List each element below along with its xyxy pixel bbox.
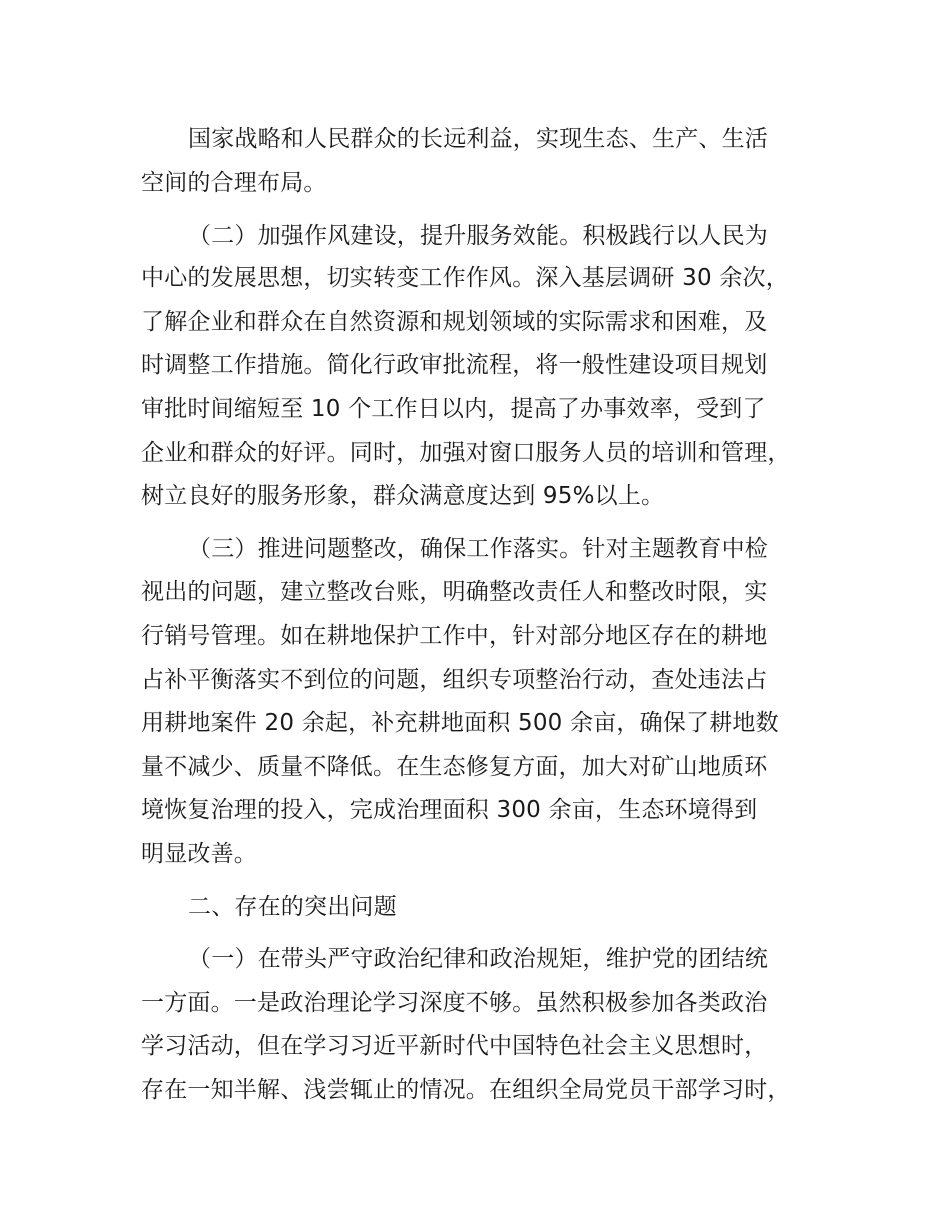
text-line: 时调整工作措施。简化行政审批流程，将一般性建设项目规划 xyxy=(141,352,768,378)
text-line: 占补平衡落实不到位的问题，组织专项整治行动，查处违法占 xyxy=(141,667,768,693)
text-line: 行销号管理。如在耕地保护工作中，针对部分地区存在的耕地 xyxy=(141,623,768,649)
paragraph-heading-line: （三）推进问题整改，确保工作落实。针对主题教育中检 xyxy=(188,536,768,562)
section-heading: 二、存在的突出问题 xyxy=(188,894,397,920)
text-line: 用耕地案件 20 余起，补充耕地面积 500 余亩，确保了耕地数 xyxy=(141,710,779,736)
text-line: 国家战略和人民群众的长远利益，实现生态、生产、生活 xyxy=(188,126,768,152)
text-line: 企业和群众的好评。同时，加强对窗口服务人员的培训和管理， xyxy=(141,440,791,466)
text-line: 存在一知半解、浅尝辄止的情况。在组织全局党员干部学习时， xyxy=(141,1077,791,1103)
text-line: 境恢复治理的投入，完成治理面积 300 余亩，生态环境得到 xyxy=(141,797,758,823)
text-line: 学习活动，但在学习习近平新时代中国特色社会主义思想时， xyxy=(141,1033,768,1059)
text-line: 量不减少、质量不降低。在生态修复方面，加大对矿山地质环 xyxy=(141,754,768,780)
paragraph-heading-line: （二）加强作风建设，提升服务效能。积极践行以人民为 xyxy=(188,223,768,249)
text-line: 视出的问题，建立整改台账，明确整改责任人和整改时限，实 xyxy=(141,579,768,605)
paragraph-heading-line: （一）在带头严守政治纪律和政治规矩，维护党的团结统 xyxy=(188,946,768,972)
text-line: 空间的合理布局。 xyxy=(141,170,327,196)
text-line: 了解企业和群众在自然资源和规划领域的实际需求和困难，及 xyxy=(141,309,768,335)
text-line: 一方面。一是政治理论学习深度不够。虽然积极参加各类政治 xyxy=(141,990,768,1016)
text-line: 审批时间缩短至 10 个工作日以内，提高了办事效率，受到了 xyxy=(141,396,766,422)
text-line: 中心的发展思想，切实转变工作作风。深入基层调研 30 余次， xyxy=(141,265,789,291)
text-line: 明显改善。 xyxy=(141,841,257,867)
text-line: 树立良好的服务形象，群众满意度达到 95%以上。 xyxy=(141,483,665,509)
